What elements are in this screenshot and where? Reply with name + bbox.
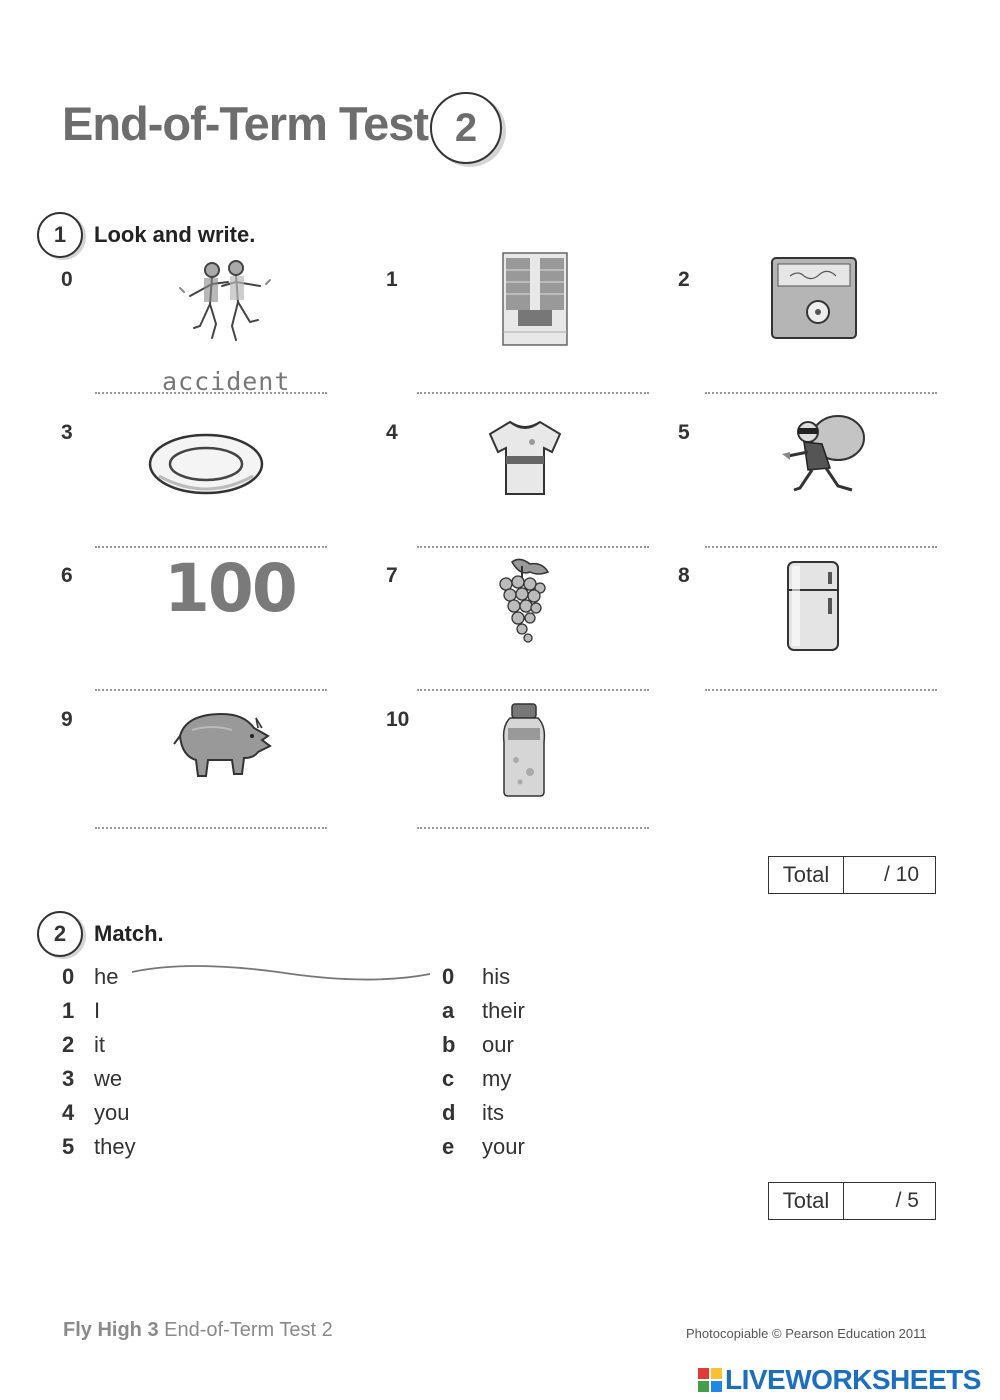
match-right-item[interactable]: a their bbox=[442, 998, 525, 1023]
section-1-number: 1 bbox=[37, 212, 83, 258]
match-right-item[interactable]: b our bbox=[442, 1032, 514, 1057]
item-answer: accident bbox=[162, 367, 291, 396]
page-title: End-of-Term Test bbox=[62, 97, 429, 150]
section-2-total-box bbox=[768, 1182, 936, 1220]
item-number: 1 bbox=[386, 268, 398, 291]
item-number: 0 bbox=[61, 268, 73, 291]
match-right-item[interactable]: c my bbox=[442, 1066, 512, 1091]
match-left-item[interactable]: 4 you bbox=[62, 1100, 130, 1125]
liveworksheets-logo-icon bbox=[698, 1368, 722, 1392]
answer-line[interactable] bbox=[705, 392, 937, 394]
item-number: 6 bbox=[61, 564, 73, 587]
plate-icon bbox=[147, 432, 265, 496]
section-2-instruction: Match. bbox=[94, 921, 164, 946]
item-number: 2 bbox=[678, 268, 690, 291]
match-left-item[interactable]: 1 I bbox=[62, 998, 101, 1023]
section-1-total-box bbox=[768, 856, 936, 894]
answer-line[interactable] bbox=[95, 827, 327, 829]
answer-line[interactable] bbox=[95, 392, 327, 394]
number-100-picture: 100 bbox=[164, 550, 296, 627]
liveworksheets-logo-text: LIVEWORKSHEETS bbox=[725, 1364, 981, 1395]
item-number: 7 bbox=[386, 564, 398, 587]
two-boys-colliding-icon bbox=[176, 256, 274, 346]
safe-icon bbox=[770, 256, 858, 340]
total-label: Total bbox=[769, 1183, 844, 1219]
footer-copyright: Photocopiable © Pearson Education 2011 bbox=[686, 1326, 927, 1341]
match-left-item[interactable]: 3 we bbox=[62, 1066, 123, 1091]
match-left-item[interactable]: 0 he bbox=[62, 964, 119, 989]
rhino-icon bbox=[172, 706, 274, 780]
section-2-number: 2 bbox=[37, 911, 83, 957]
footer-book-title: Fly High 3 bbox=[63, 1319, 159, 1341]
item-number: 5 bbox=[678, 421, 690, 444]
fridge-icon bbox=[784, 560, 842, 654]
answer-line[interactable] bbox=[417, 827, 649, 829]
grapes-icon bbox=[490, 558, 554, 650]
answer-line[interactable] bbox=[95, 546, 327, 548]
total-score[interactable]: / 5 bbox=[895, 1189, 919, 1212]
shampoo-bottle-icon bbox=[500, 702, 548, 798]
answer-line[interactable] bbox=[705, 546, 937, 548]
item-number: 10 bbox=[386, 708, 410, 731]
answer-line[interactable] bbox=[705, 689, 937, 691]
answer-line[interactable] bbox=[95, 689, 327, 691]
test-number-badge: 2 bbox=[430, 92, 502, 164]
item-number: 9 bbox=[61, 708, 73, 731]
item-number: 4 bbox=[386, 421, 398, 444]
answer-line[interactable] bbox=[417, 392, 649, 394]
section-1-instruction: Look and write. bbox=[94, 222, 256, 247]
answer-line[interactable] bbox=[417, 546, 649, 548]
match-right-item[interactable]: e your bbox=[442, 1134, 525, 1159]
total-label: Total bbox=[769, 857, 844, 893]
liveworksheets-logo[interactable] bbox=[698, 1364, 981, 1396]
match-right-item[interactable]: d its bbox=[442, 1100, 504, 1125]
t-shirt-icon bbox=[486, 418, 562, 498]
item-number: 8 bbox=[678, 564, 690, 587]
library-room-icon bbox=[502, 252, 568, 346]
match-left-item[interactable]: 5 they bbox=[62, 1134, 136, 1159]
footer-test-title: End-of-Term Test 2 bbox=[164, 1319, 333, 1341]
total-score[interactable]: / 10 bbox=[883, 863, 919, 886]
item-number: 3 bbox=[61, 421, 73, 444]
burglar-icon bbox=[778, 410, 870, 502]
footer-book-info bbox=[63, 1319, 333, 1342]
example-match-line bbox=[128, 958, 438, 994]
match-left-item[interactable]: 2 it bbox=[62, 1032, 105, 1057]
match-right-item[interactable]: 0 his bbox=[442, 964, 511, 989]
answer-line[interactable] bbox=[417, 689, 649, 691]
